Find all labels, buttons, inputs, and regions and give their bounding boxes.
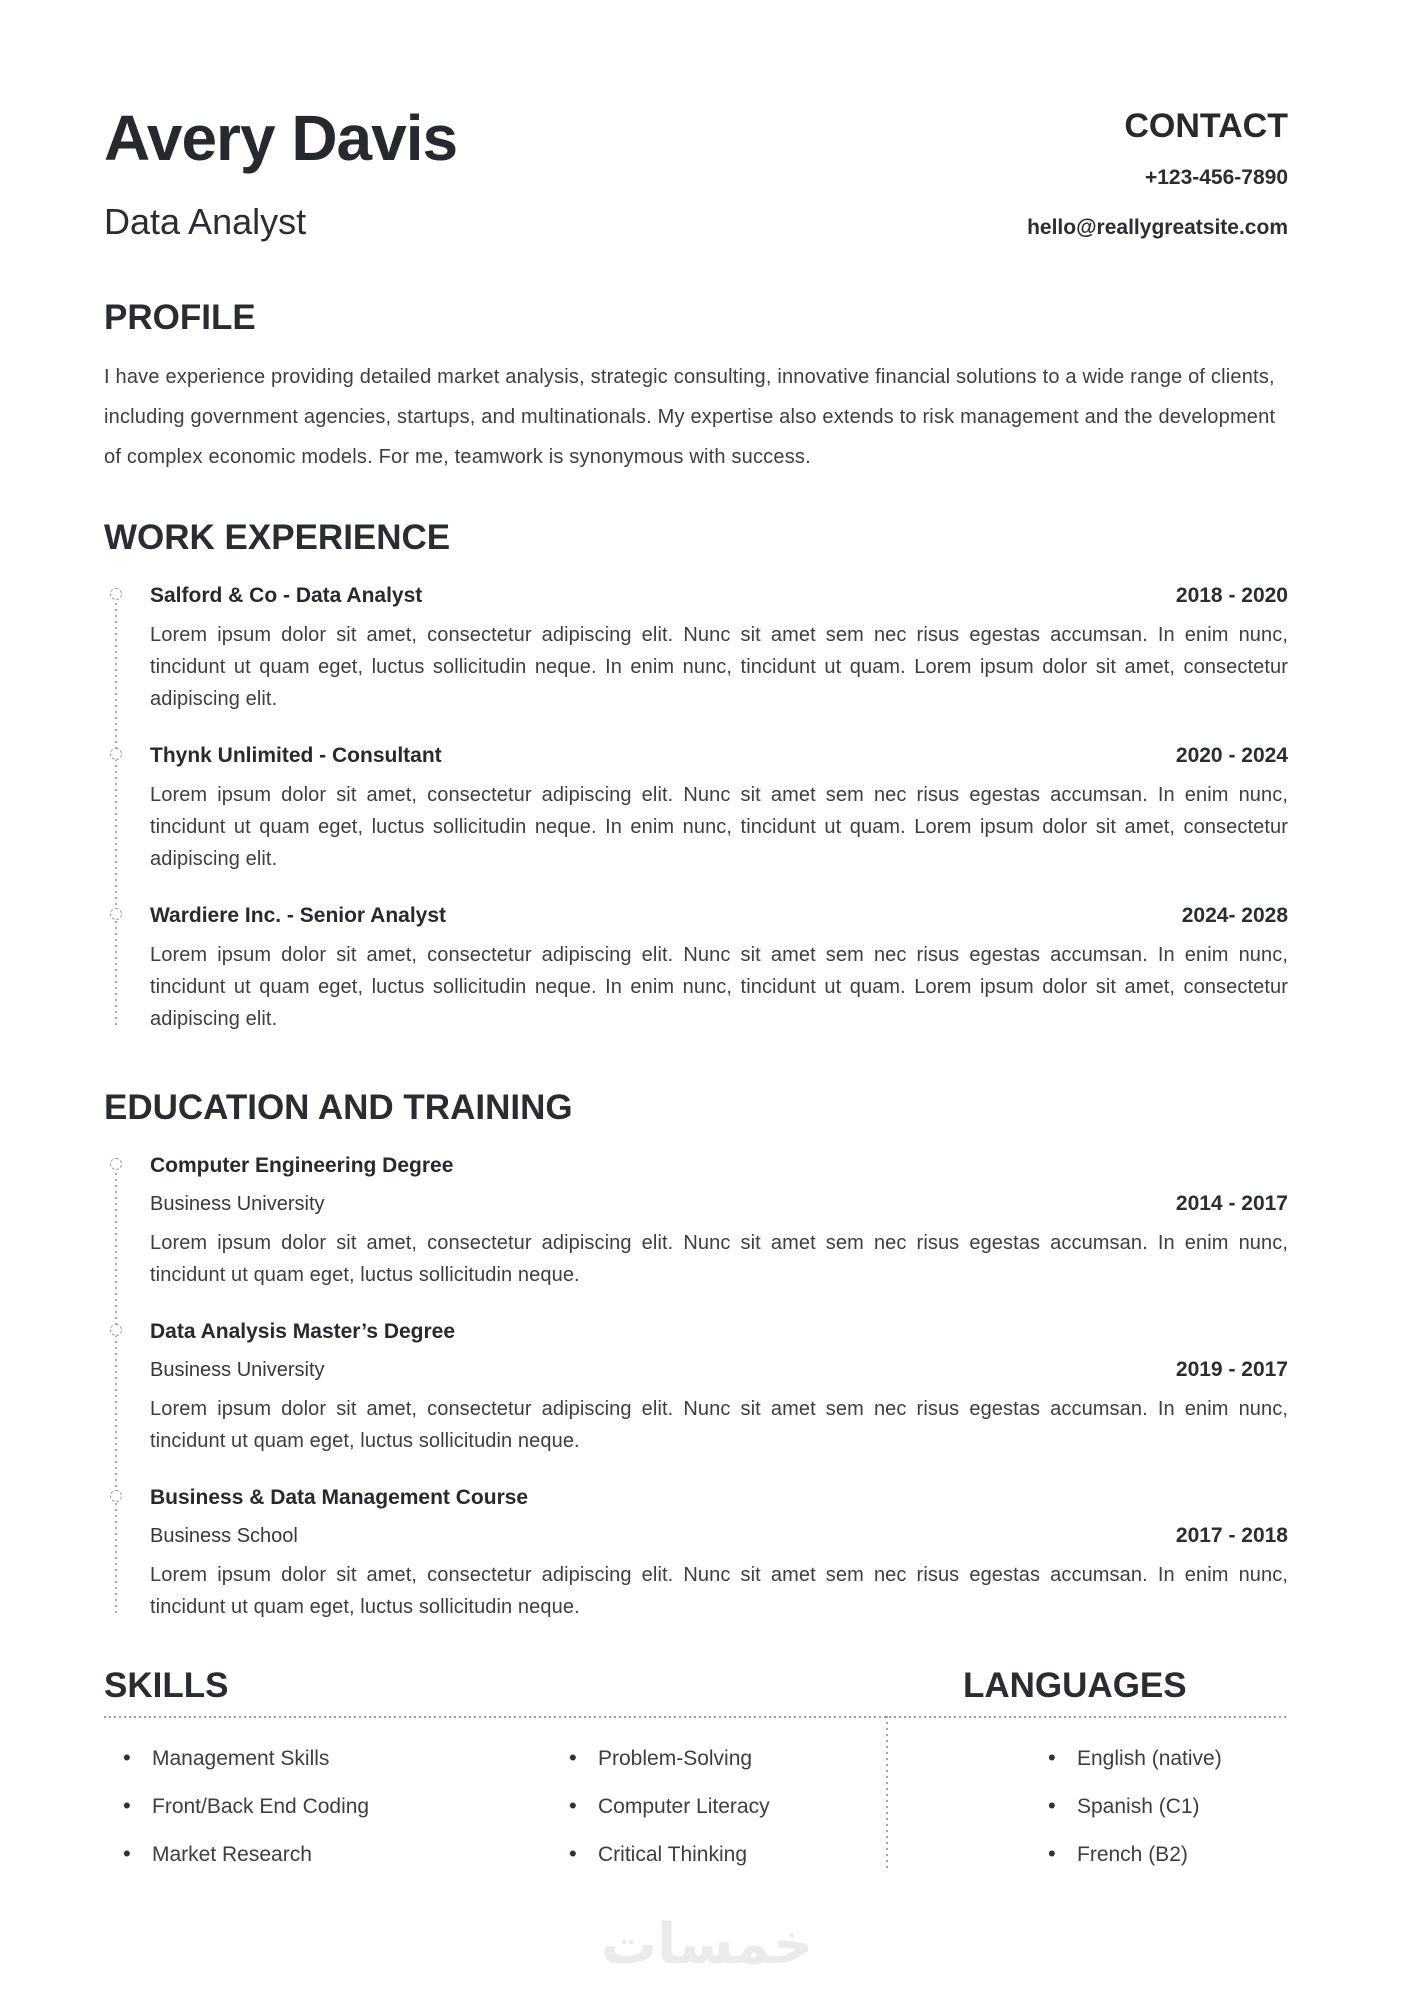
job-title: Data Analyst bbox=[104, 201, 307, 242]
timeline-marker-icon bbox=[110, 1490, 122, 1502]
skills-list-column-1 bbox=[123, 1746, 569, 1868]
education-item-dates: 2014 - 2017 bbox=[1175, 1192, 1288, 1215]
language-item: • Spanish (C1) bbox=[1048, 1794, 1222, 1820]
bottom-lists-row bbox=[104, 1746, 1288, 1868]
skill-item: • Front/Back End Coding bbox=[123, 1794, 569, 1820]
language-item: • French (B2) bbox=[1048, 1842, 1222, 1868]
skill-item: • Market Research bbox=[123, 1842, 569, 1868]
education-item bbox=[104, 1485, 1288, 1623]
education-item-subrow bbox=[150, 1357, 1288, 1383]
education-item-dates: 2019 - 2017 bbox=[1175, 1358, 1288, 1381]
timeline-marker-icon bbox=[110, 1158, 122, 1170]
timeline-marker-icon bbox=[110, 1324, 122, 1336]
education-item-description: Lorem ipsum dolor sit amet, consectetur adipiscing elit. Nunc sit amet sem nec risus egestas accumsan. In enim nunc, tincidunt ut quam eget, luctus sollicitudin neque. bbox=[150, 1564, 1288, 1618]
work-item-header bbox=[150, 743, 1288, 769]
education-item-title: Business & Data Management Course bbox=[150, 1486, 529, 1509]
education-item-title: Computer Engineering Degree bbox=[150, 1154, 454, 1177]
education-item-dates: 2017 - 2018 bbox=[1175, 1524, 1288, 1547]
work-item bbox=[104, 903, 1288, 1035]
work-item bbox=[104, 583, 1288, 715]
skills-list-column-2 bbox=[569, 1746, 967, 1868]
profile-section bbox=[104, 297, 1288, 477]
education-heading: EDUCATION AND TRAINING bbox=[104, 1088, 573, 1127]
skill-item: • Computer Literacy bbox=[569, 1794, 967, 1820]
education-item-school: Business University bbox=[150, 1359, 325, 1381]
work-item-title: Salford & Co - Data Analyst bbox=[150, 584, 423, 607]
timeline-marker-icon bbox=[110, 748, 122, 760]
contact-email: hello@reallygreatsite.com bbox=[1027, 216, 1288, 239]
work-item-dates: 2020 - 2024 bbox=[1175, 744, 1288, 767]
work-item-description: Lorem ipsum dolor sit amet, consectetur adipiscing elit. Nunc sit amet sem nec risus egestas accumsan. In enim nunc, tincidunt ut quam eget, luctus sollicitudin neque. In enim nunc, tincidunt ut quam. Lorem ipsum dolor sit amet, consectetur adipiscing elit. bbox=[150, 944, 1288, 1030]
work-experience-heading: WORK EXPERIENCE bbox=[104, 518, 451, 557]
contact-heading: CONTACT bbox=[1124, 107, 1288, 145]
education-section bbox=[104, 1087, 1288, 1623]
profile-heading: PROFILE bbox=[104, 298, 256, 337]
contact-phone: +123-456-7890 bbox=[1144, 166, 1288, 189]
skill-item: • Critical Thinking bbox=[569, 1842, 967, 1868]
education-item-description: Lorem ipsum dolor sit amet, consectetur adipiscing elit. Nunc sit amet sem nec risus egestas accumsan. In enim nunc, tincidunt ut quam eget, luctus sollicitudin neque. bbox=[150, 1232, 1288, 1286]
identity-block bbox=[104, 102, 458, 243]
education-item-subrow bbox=[150, 1523, 1288, 1549]
education-item-header bbox=[150, 1485, 1288, 1511]
work-item-header bbox=[150, 583, 1288, 609]
profile-text: I have experience providing detailed market analysis, strategic consulting, innovative financial solutions to a wide range of clients, including government agencies, startups, and multinationals. My expertise also extends to risk management and the development of complex economic models. For me, teamwork is synonymous with success. bbox=[104, 366, 1276, 468]
education-item-header bbox=[150, 1153, 1288, 1179]
education-item-school: Business School bbox=[150, 1525, 298, 1547]
education-item bbox=[104, 1153, 1288, 1291]
work-item-title: Wardiere Inc. - Senior Analyst bbox=[150, 904, 447, 927]
bottom-headings-row bbox=[104, 1665, 1288, 1707]
work-item-description: Lorem ipsum dolor sit amet, consectetur adipiscing elit. Nunc sit amet sem nec risus egestas accumsan. In enim nunc, tincidunt ut quam eget, luctus sollicitudin neque. In enim nunc, tincidunt ut quam. Lorem ipsum dolor sit amet, consectetur adipiscing elit. bbox=[150, 624, 1288, 710]
timeline-marker-icon bbox=[110, 588, 122, 600]
languages-list bbox=[1048, 1746, 1222, 1868]
work-experience-section bbox=[104, 517, 1288, 1035]
skills-heading: SKILLS bbox=[104, 1666, 229, 1705]
education-item-title: Data Analysis Master’s Degree bbox=[150, 1320, 456, 1343]
languages-heading: LANGUAGES bbox=[963, 1666, 1187, 1705]
work-timeline bbox=[104, 583, 1288, 1035]
education-item-subrow bbox=[150, 1191, 1288, 1217]
header bbox=[104, 102, 1288, 243]
timeline-marker-icon bbox=[110, 908, 122, 920]
work-item-header bbox=[150, 903, 1288, 929]
education-item-description: Lorem ipsum dolor sit amet, consectetur adipiscing elit. Nunc sit amet sem nec risus egestas accumsan. In enim nunc, tincidunt ut quam eget, luctus sollicitudin neque. bbox=[150, 1398, 1288, 1452]
language-item: • English (native) bbox=[1048, 1746, 1222, 1772]
person-name: Avery Davis bbox=[104, 102, 458, 174]
skill-item: • Problem-Solving bbox=[569, 1746, 967, 1772]
dotted-divider bbox=[104, 1716, 1288, 1718]
work-item-description: Lorem ipsum dolor sit amet, consectetur adipiscing elit. Nunc sit amet sem nec risus egestas accumsan. In enim nunc, tincidunt ut quam eget, luctus sollicitudin neque. In enim nunc, tincidunt ut quam. Lorem ipsum dolor sit amet, consectetur adipiscing elit. bbox=[150, 784, 1288, 870]
watermark-logo: خمسات bbox=[600, 1912, 814, 1977]
education-timeline bbox=[104, 1153, 1288, 1623]
skills-languages-section bbox=[104, 1665, 1288, 1868]
contact-block bbox=[1027, 107, 1288, 240]
work-item-dates: 2018 - 2020 bbox=[1175, 584, 1288, 607]
skill-item: • Management Skills bbox=[123, 1746, 569, 1772]
work-item-title: Thynk Unlimited - Consultant bbox=[150, 744, 442, 767]
education-item-school: Business University bbox=[150, 1193, 325, 1215]
education-item-header bbox=[150, 1319, 1288, 1345]
work-item bbox=[104, 743, 1288, 875]
work-item-dates: 2024- 2028 bbox=[1181, 904, 1288, 927]
education-item bbox=[104, 1319, 1288, 1457]
